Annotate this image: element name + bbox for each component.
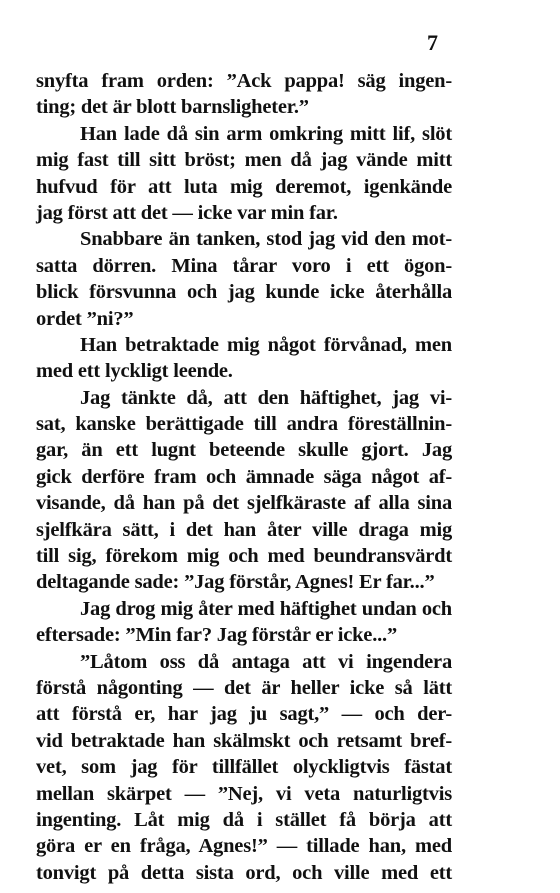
text-line: jag först att det — icke var min far. [36, 201, 338, 224]
text-line: snyfta fram orden: ”Ack pappa! säg ingen- [36, 70, 452, 92]
text-line: med ett lyckligt leende. [36, 360, 233, 383]
text-line: hufvud för att luta mig deremot, igenkände [36, 175, 452, 198]
text-line: Snabbare än tanken, stod jag vid den mot- [80, 228, 452, 251]
text-line: vid betraktade han skälmskt och retsamt bref- [36, 729, 452, 752]
text-line: sat, kanske berättigade till andra föreställnin- [36, 413, 452, 436]
body-text [36, 68, 452, 886]
text-line: ordet ”ni?” [36, 307, 134, 330]
text-line: Jag drog mig åter med häftighet undan och [80, 597, 452, 620]
text-line: Han lade då sin arm omkring mitt lif, slöt [80, 122, 452, 145]
text-line: Jag tänkte då, att den häftighet, jag vi- [80, 386, 452, 409]
text-line: gar, än ett lugnt beteende skulle gjort. Jag [36, 439, 452, 462]
text-line: ingenting. Låt mig då i stället få börja att [36, 808, 452, 831]
text-line: ”Låtom oss då antaga att vi ingendera [80, 650, 452, 673]
text-line: mellan skärpet — ”Nej, vi veta naturligtvis [36, 782, 452, 805]
text-line: satta dörren. Mina tårar voro i ett ögon- [36, 254, 452, 277]
text-line: förstå någonting — det är heller icke så lätt [36, 676, 452, 699]
text-line: eftersade: ”Min far? Jag förstår er icke...” [36, 624, 398, 647]
page-number: 7 [427, 30, 438, 55]
text-line: till sig, förekom mig och med beundransvärdt [36, 545, 452, 568]
text-line: gick derföre fram och ämnade säga något af- [36, 465, 452, 488]
text-line: blick försvunna och jag kunde icke återhålla [36, 281, 452, 304]
text-line: göra er en fråga, Agnes!” — tillade han, med [36, 835, 452, 858]
text-line: vet, som jag för tillfället olyckligtvis fästat [36, 756, 452, 779]
text-line: att förstå er, har jag ju sagt,” — och der- [36, 703, 452, 726]
text-line: tonvigt på detta sista ord, och ville med ett [36, 861, 452, 884]
text-line: visande, då han på det sjelfkäraste af alla sina [36, 492, 452, 515]
text-line: deltagande sade: ”Jag förstår, Agnes! Er far...” [36, 571, 435, 594]
text-line: sjelfkära sätt, i det han åter ville draga mig [36, 518, 452, 541]
text-line: mig fast till sitt bröst; men då jag vände mitt [36, 149, 452, 172]
text-line: Han betraktade mig något förvånad, men [80, 333, 452, 356]
text-line: ting; det är blott barnsligheter.” [36, 96, 309, 119]
